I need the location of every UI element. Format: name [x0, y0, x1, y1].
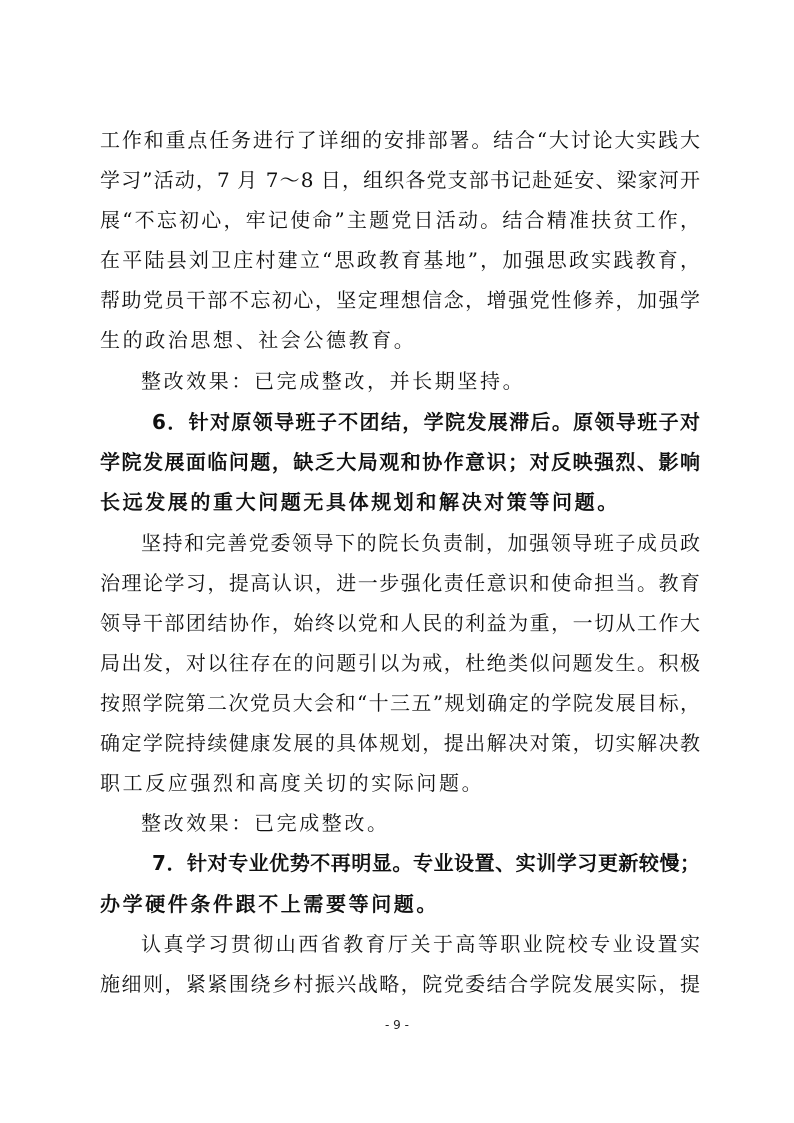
text-line: 职工反应强烈和高度关切的实际问题。	[100, 771, 485, 795]
heading-line: 学院发展面临问题，缺乏大局观和协作意识；对反映强烈、影响	[100, 450, 700, 474]
text-line: 确定学院持续健康发展的具体规划，提出解决对策，切实解决教	[100, 731, 700, 755]
heading-line: 7．针对专业优势不再明显。专业设置、实训学习更新较慢；	[152, 851, 700, 875]
text-line: 局出发，对以往存在的问题引以为戒，杜绝类似问题发生。积极	[100, 651, 700, 675]
text-line: 工作和重点任务进行了详细的安排部署。结合“大讨论大实践大	[100, 128, 700, 152]
text-line: 帮助党员干部不忘初心，坚定理想信念，增强党性修养，加强学	[100, 288, 700, 312]
text-line: 学习”活动，7 月 7～8 日，组织各党支部书记赴延安、梁家河开	[100, 168, 700, 192]
heading-line: 6．针对原领导班子不团结，学院发展滞后。原领导班子对	[152, 410, 700, 434]
text-line: 生的政治思想、社会公德教育。	[100, 328, 417, 352]
result-line: 整改效果：已完成整改，并长期坚持。	[141, 369, 526, 393]
text-line: 认真学习贯彻山西省教育厅关于高等职业院校专业设置实	[141, 932, 700, 956]
heading-line: 办学硬件条件跟不上需要等问题。	[100, 892, 439, 916]
heading-line: 长远发展的重大问题无具体规划和解决对策等问题。	[100, 490, 620, 514]
text-line: 领导干部团结协作，始终以党和人民的利益为重，一切从工作大	[100, 611, 700, 635]
text-line: 坚持和完善党委领导下的院长负责制，加强领导班子成员政	[141, 531, 700, 555]
page-number: - 9 -	[385, 1018, 409, 1032]
text-line: 施细则，紧紧围绕乡村振兴战略，院党委结合学院发展实际，提	[100, 972, 700, 996]
text-line: 按照学院第二次党员大会和“十三五”规划确定的学院发展目标，	[100, 691, 700, 715]
result-line: 整改效果：已完成整改。	[141, 811, 390, 835]
text-line: 展“不忘初心，牢记使命”主题党日活动。结合精准扶贫工作，	[100, 208, 700, 232]
text-line: 在平陆县刘卫庄村建立“思政教育基地”，加强思政实践教育，	[100, 248, 700, 272]
text-line: 治理论学习，提高认识，进一步强化责任意识和使命担当。教育	[100, 571, 700, 595]
